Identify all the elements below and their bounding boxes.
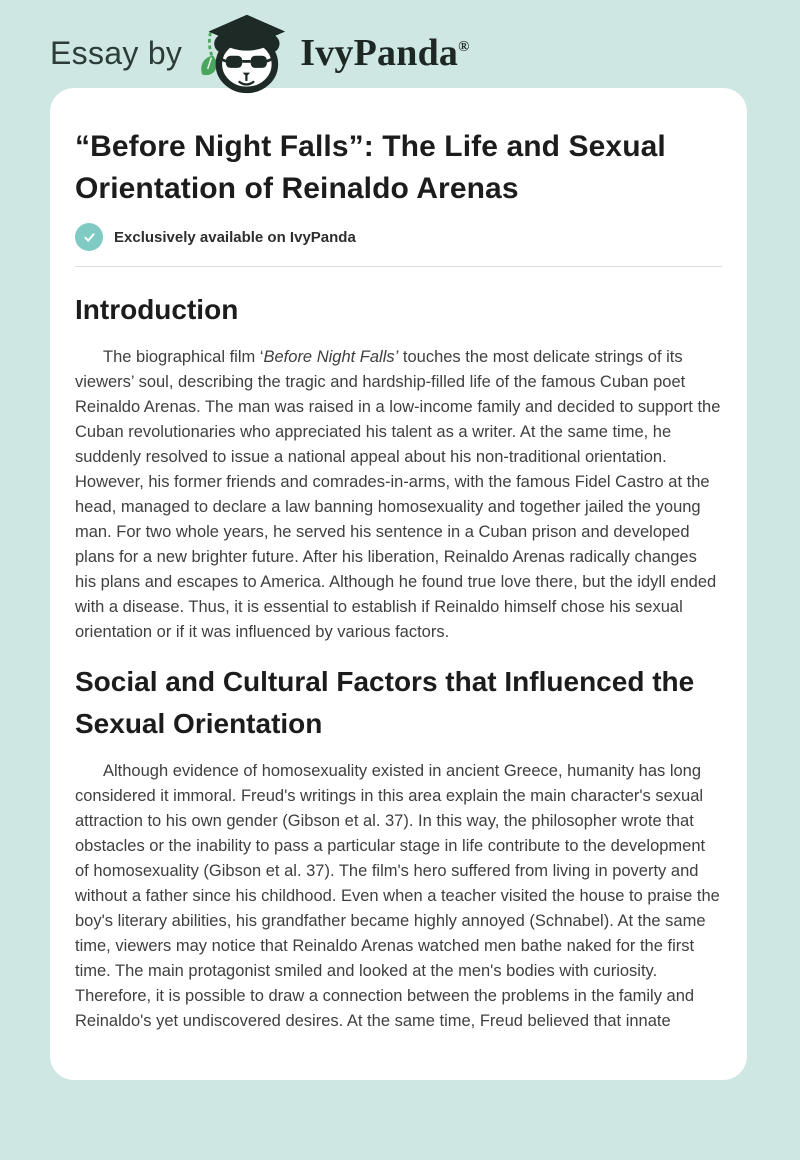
registered-mark: ® — [458, 39, 470, 55]
section-heading: Introduction — [75, 294, 239, 325]
essay-section — [75, 661, 722, 1034]
essay-title: “Before Night Falls”: The Life and Sexual Orientation of Reinaldo Arenas — [75, 130, 666, 205]
essay-card — [50, 88, 747, 1080]
section-heading: Social and Cultural Factors that Influenced the Sexual Orientation — [75, 666, 695, 739]
brand-name: IvyPanda® — [300, 32, 470, 74]
paragraph-text: The biographical film ‘ — [103, 348, 264, 366]
paragraph-text: Although evidence of homosexuality existed in ancient Greece, humanity has long considered it immoral. Freud's writings in this area explain the main character's sexual attraction to his own gender (Gibson et al. 37). In this way, the philosopher wrote that obstacles or the inability to pass a particular stage in life contribute to the development of homosexuality (Gibson et al. 37). The film's hero suffered from living in poverty and without a father since his childhood. Even when a teacher visited the house to praise the boy's literary abilities, his grandfather became highly annoyed (Schnabel). At the same time, viewers may notice that Reinaldo Arenas watched men bathe naked for the first time. The main protagonist smiled and looked at the men's bodies with curiosity. Therefore, it is possible to draw a connection between the problems in the family and Reinaldo's yet undiscovered desires. At the same time, Freud believed that innate — [75, 762, 720, 1030]
paragraph-text: touches the most delicate strings of its viewers’ soul, describing the tragic and hardship-filled life of the famous Cuban poet Reinaldo Arenas. The man was raised in a low-income family and decided to support the Cuban revolutionaries who appreciated his talent as a writer. At the same time, he suddenly resolved to issue a national appeal about his non-traditional orientation. However, his former friends and comrades-in-arms, with the famous Fidel Castro at the head, managed to declare a law banning homosexuality and together jailed the young man. For two whole years, he served his sentence in a Cuban prison and developed plans for a new brighter future. After his liberation, Reinaldo Arenas radically changes his plans and escapes to America. Although he found true love there, but the idyll ended with a disease. Thus, it is essential to establish if Reinaldo himself chose his sexual orientation or if it was influenced by various factors. — [75, 348, 721, 641]
essay-section — [75, 289, 722, 645]
essay-body — [75, 289, 722, 1034]
paragraph — [75, 759, 722, 1034]
availability-badge-label: Exclusively available on IvyPanda — [114, 228, 356, 246]
film-title-italic: Before Night Falls’ — [263, 348, 399, 366]
availability-badge — [75, 223, 722, 251]
ivypanda-panda-logo-icon — [198, 11, 292, 95]
check-icon — [75, 223, 103, 251]
divider — [75, 266, 722, 267]
essay-by-label: Essay by — [50, 34, 183, 71]
paragraph — [75, 345, 722, 645]
page-header — [0, 0, 800, 88]
